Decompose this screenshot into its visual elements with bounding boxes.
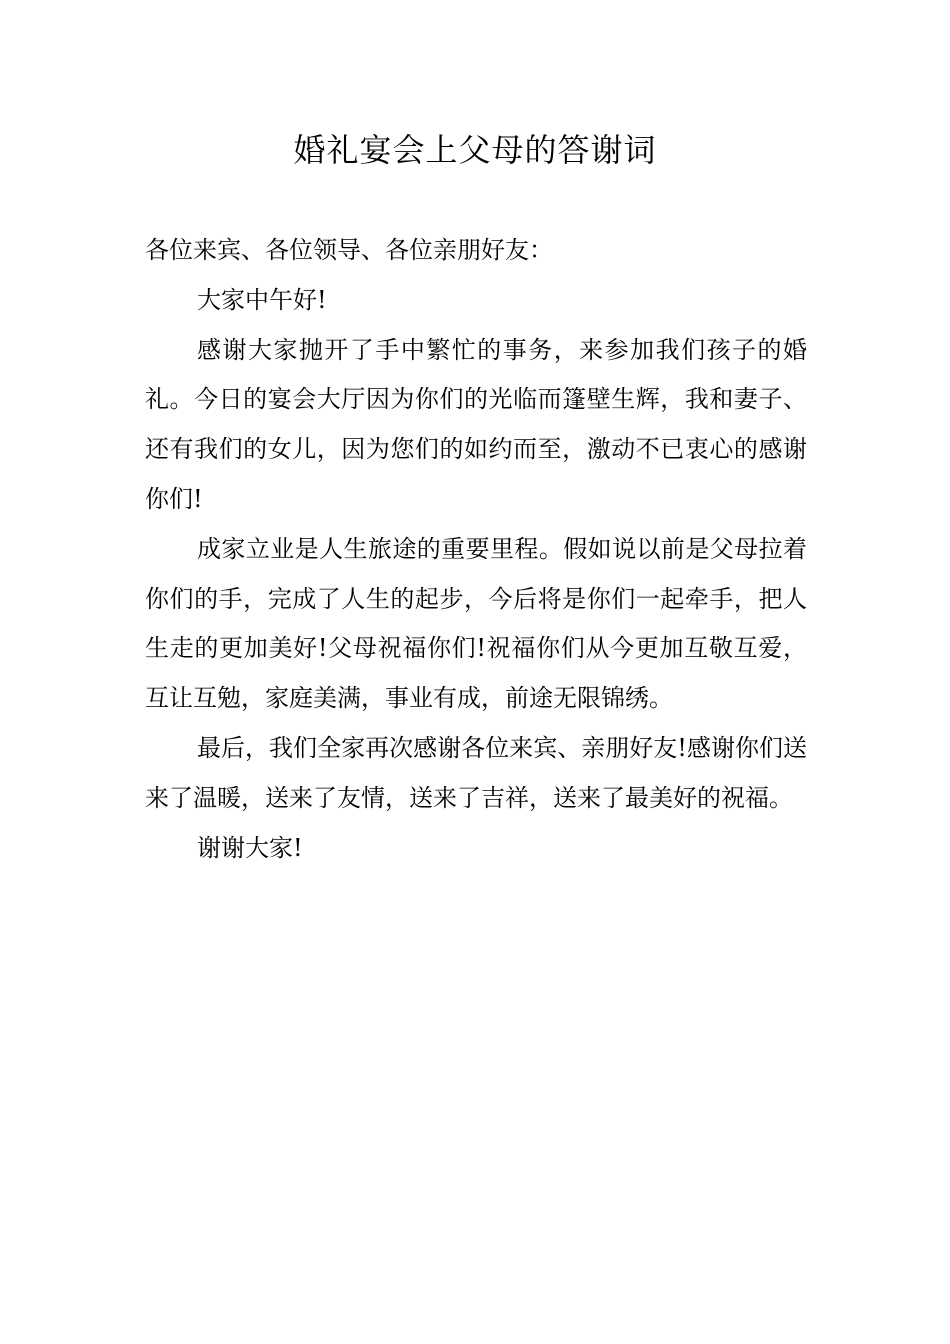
paragraph-thanks: 感谢大家抛开了手中繁忙的事务，来参加我们孩子的婚礼。今日的宴会大厅因为你们的光临而篷壁生辉，我和妻子、还有我们的女儿，因为您们的如约而至，激动不已衷心的感谢你们! <box>145 335 807 513</box>
document-body <box>145 226 807 873</box>
salutation: 各位来宾、各位领导、各位亲朋好友： <box>145 236 553 264</box>
paragraph-blessing: 成家立业是人生旅途的重要里程。假如说以前是父母拉着你们的手，完成了人生的起步，今后将是你们一起牵手，把人生走的更加美好!父母祝福你们!祝福你们从今更加互敬互爱，互让互勉，家庭美满，事业有成，前途无限锦绣。 <box>145 534 807 713</box>
paragraph-closing: 最后，我们全家再次感谢各位来宾、亲朋好友!感谢你们送来了温暖，送来了友情，送来了吉祥，送来了最美好的祝福。 <box>145 733 807 812</box>
paragraph-final-thanks: 谢谢大家! <box>197 833 303 862</box>
document-title: 婚礼宴会上父母的答谢词 <box>293 131 657 169</box>
paragraph-greeting: 大家中午好! <box>197 285 327 314</box>
